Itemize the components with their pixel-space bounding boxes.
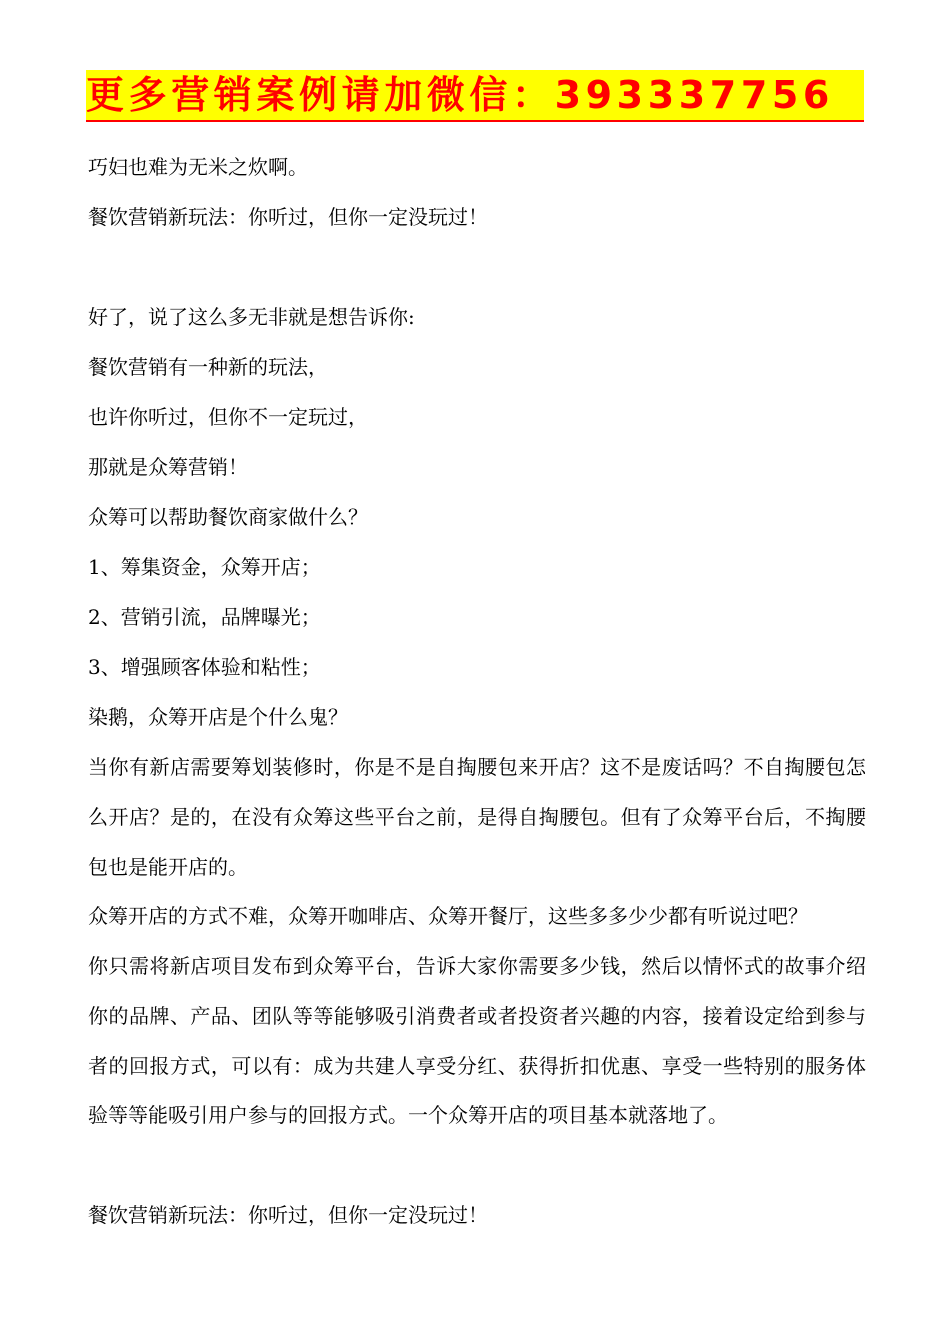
promo-banner-text: 更多营销案例请加微信：393337756: [86, 73, 834, 117]
text-line: 餐饮营销新玩法：你听过，但你一定没玩过！: [88, 205, 488, 229]
text-line: 好了，说了这么多无非就是想告诉你:: [88, 305, 415, 329]
text-line: 那就是众筹营销！: [88, 455, 248, 479]
list-item: 1、筹集资金，众筹开店；: [88, 555, 321, 579]
closing-line: 餐饮营销新玩法：你听过，但你一定没玩过！: [88, 1203, 488, 1227]
text-line: 也许你听过，但你不一定玩过，: [88, 405, 368, 429]
text-line: 餐饮营销有一种新的玩法，: [88, 355, 328, 379]
paragraph: 当你有新店需要筹划装修时，你是不是自掏腰包来开店？这不是废话吗？不自掏腰包怎么开店？是的，在没有众筹这些平台之前，是得自掏腰包。但有了众筹平台后，不掏腰包也是能开店的。: [88, 755, 866, 879]
list-item: 2、营销引流，品牌曝光；: [88, 605, 321, 629]
list-item: 3、增强顾客体验和粘性；: [88, 655, 321, 679]
text-line: 染鹅，众筹开店是个什么鬼？: [88, 705, 348, 729]
text-line: 众筹可以帮助餐饮商家做什么？: [88, 505, 368, 529]
paragraph: 众筹开店的方式不难，众筹开咖啡店、众筹开餐厅，这些多多少少都有听说过吧？: [88, 904, 808, 928]
paragraph: 你只需将新店项目发布到众筹平台，告诉大家你需要多少钱，然后以情怀式的故事介绍你的品牌、产品、团队等等能够吸引消费者或者投资者兴趣的内容，接着设定给到参与者的回报方式，可以有：成为共建人享受分红、获得折扣优惠、享受一些特别的服务体验等等能吸引用户参与的回报方式。一个众筹开店的项目基本就落地了。: [88, 954, 866, 1128]
text-line: 巧妇也难为无米之炊啊。: [88, 155, 308, 179]
promo-banner: [86, 70, 864, 122]
